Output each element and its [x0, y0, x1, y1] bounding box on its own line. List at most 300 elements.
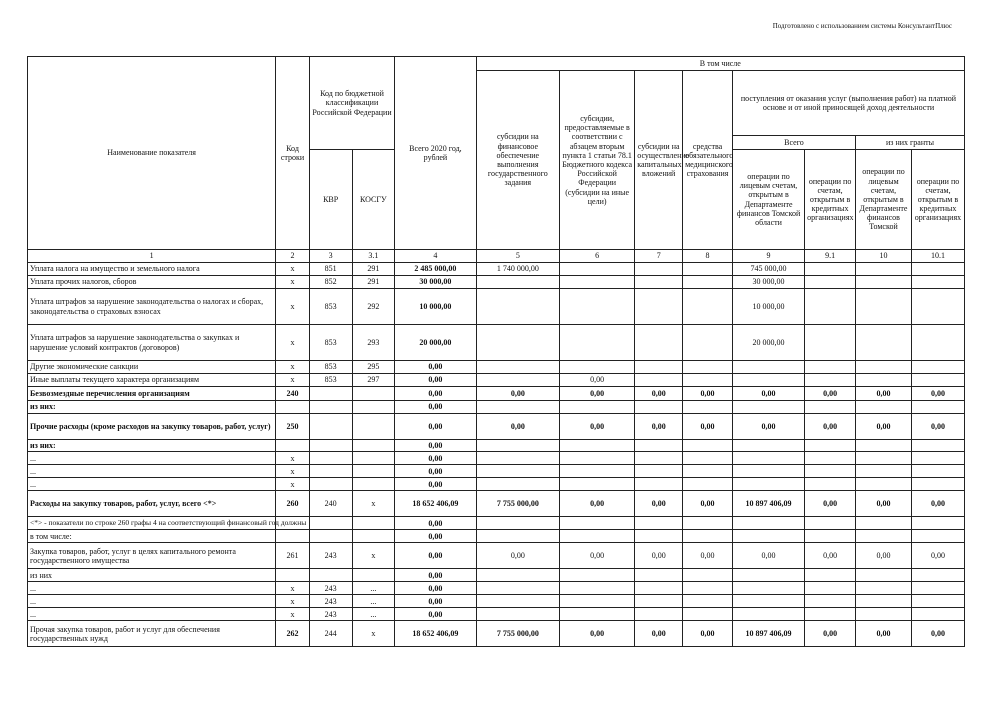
cell-code: x [276, 374, 310, 387]
cell-c9: 10 897 406,09 [732, 491, 804, 517]
col-number: 5 [476, 250, 559, 263]
table-row [28, 530, 965, 543]
cell-c10 [856, 289, 912, 325]
cell-code [276, 569, 310, 582]
cell-kosgu: ... [352, 595, 395, 608]
cell-kvr: 852 [309, 276, 352, 289]
cell-c10 [856, 361, 912, 374]
cell-c91 [805, 401, 856, 414]
header-code: Код строки [276, 57, 310, 250]
cell-c8 [683, 608, 733, 621]
cell-c91 [805, 465, 856, 478]
cell-c6 [560, 452, 635, 465]
cell-kvr: 240 [309, 491, 352, 517]
cell-c8: 0,00 [683, 621, 733, 647]
header-all: Всего [732, 136, 855, 150]
cell-c101 [911, 582, 964, 595]
cell-c9 [732, 517, 804, 530]
cell-kosgu: x [352, 621, 395, 647]
header-c5: субсидии на финансовое обеспечение выполнения государственного задания [476, 71, 559, 250]
cell-name: Закупка товаров, работ, услуг в целях капитального ремонта государственного имущества [28, 543, 276, 569]
cell-kvr: 244 [309, 621, 352, 647]
cell-c9 [732, 582, 804, 595]
cell-total: 0,00 [395, 387, 476, 401]
cell-c6 [560, 361, 635, 374]
cell-name: в том числе: [28, 530, 276, 543]
cell-c101: 0,00 [911, 543, 964, 569]
cell-c9 [732, 401, 804, 414]
cell-c7 [635, 361, 683, 374]
cell-c6 [560, 517, 635, 530]
cell-code: x [276, 478, 310, 491]
cell-c10 [856, 465, 912, 478]
header-c101: операции по счетам, открытым в кредитных организациях [911, 150, 964, 250]
col-number: 10.1 [911, 250, 964, 263]
cell-code [276, 401, 310, 414]
table-row [28, 465, 965, 478]
cell-c9 [732, 478, 804, 491]
cell-total: 0,00 [395, 582, 476, 595]
col-number: 8 [683, 250, 733, 263]
cell-c101 [911, 289, 964, 325]
header-c6: субсидии, предоставляемые в соответствии с абзацем вторым пункта 1 статьи 78.1 Бюджетного кодекса Российской Федерации (субсидии на иные цели) [560, 71, 635, 250]
cell-c101 [911, 401, 964, 414]
cell-c6 [560, 595, 635, 608]
cell-kosgu [352, 452, 395, 465]
cell-c6 [560, 325, 635, 361]
cell-name: Уплата налога на имущество и земельного налога [28, 263, 276, 276]
cell-c6: 0,00 [560, 374, 635, 387]
cell-c10 [856, 401, 912, 414]
cell-c9 [732, 374, 804, 387]
cell-kosgu: ... [352, 582, 395, 595]
cell-total: 0,00 [395, 452, 476, 465]
table-row [28, 325, 965, 361]
cell-c6 [560, 276, 635, 289]
cell-kosgu [352, 478, 395, 491]
header-c9: операции по лицевым счетам, открытым в Департаменте финансов Томской области [732, 150, 804, 250]
table-row [28, 582, 965, 595]
cell-c91 [805, 374, 856, 387]
cell-code: 260 [276, 491, 310, 517]
cell-total: 0,00 [395, 517, 476, 530]
col-number: 3 [309, 250, 352, 263]
header-budget-class: Код по бюджетной классификации Российской Федерации [309, 57, 394, 150]
cell-name: Уплата штрафов за нарушение законодательства о налогах и сборах, законодательства о страховых взносах [28, 289, 276, 325]
cell-c5: 0,00 [476, 414, 559, 440]
cell-c10 [856, 452, 912, 465]
cell-c5 [476, 608, 559, 621]
cell-name: ... [28, 478, 276, 491]
cell-name: ... [28, 465, 276, 478]
cell-c5 [476, 530, 559, 543]
cell-c5: 0,00 [476, 387, 559, 401]
cell-code: x [276, 465, 310, 478]
table-row [28, 517, 965, 530]
cell-c6: 0,00 [560, 621, 635, 647]
cell-c91 [805, 595, 856, 608]
cell-total: 0,00 [395, 465, 476, 478]
cell-code: x [276, 263, 310, 276]
cell-name: ... [28, 595, 276, 608]
cell-total: 0,00 [395, 595, 476, 608]
table-row [28, 440, 965, 452]
cell-code: 262 [276, 621, 310, 647]
cell-c7 [635, 530, 683, 543]
cell-c7 [635, 276, 683, 289]
header-total: Всего 2020 год, рублей [395, 57, 476, 250]
cell-c91: 0,00 [805, 543, 856, 569]
cell-total: 20 000,00 [395, 325, 476, 361]
cell-c101: 0,00 [911, 387, 964, 401]
cell-c8 [683, 289, 733, 325]
cell-name: Расходы на закупку товаров, работ, услуг, всего <*> [28, 491, 276, 517]
cell-kvr: 243 [309, 608, 352, 621]
cell-c8 [683, 478, 733, 491]
cell-c7 [635, 478, 683, 491]
cell-c101 [911, 569, 964, 582]
cell-c9 [732, 530, 804, 543]
cell-c10 [856, 276, 912, 289]
cell-c7 [635, 608, 683, 621]
cell-c5 [476, 289, 559, 325]
table-row [28, 414, 965, 440]
cell-c6 [560, 530, 635, 543]
cell-c10 [856, 582, 912, 595]
header-name: Наименование показателя [28, 57, 276, 250]
col-number: 6 [560, 250, 635, 263]
col-number: 10 [856, 250, 912, 263]
cell-name: Другие экономические санкции [28, 361, 276, 374]
col-number: 2 [276, 250, 310, 263]
cell-c5 [476, 276, 559, 289]
cell-code: x [276, 289, 310, 325]
cell-c7 [635, 289, 683, 325]
cell-c5: 1 740 000,00 [476, 263, 559, 276]
cell-total: 0,00 [395, 361, 476, 374]
cell-c5 [476, 374, 559, 387]
cell-c7 [635, 595, 683, 608]
cell-c5: 7 755 000,00 [476, 621, 559, 647]
cell-kosgu: 291 [352, 263, 395, 276]
cell-total: 10 000,00 [395, 289, 476, 325]
cell-c101 [911, 530, 964, 543]
cell-total: 0,00 [395, 414, 476, 440]
header-c91: операции по счетам, открытым в кредитных организациях [805, 150, 856, 250]
cell-kvr [309, 387, 352, 401]
header-c10: операции по лицевым счетам, открытым в Департаменте финансов Томской [856, 150, 912, 250]
cell-c7 [635, 465, 683, 478]
cell-c5 [476, 361, 559, 374]
cell-c7 [635, 374, 683, 387]
cell-total: 0,00 [395, 543, 476, 569]
cell-name: ... [28, 608, 276, 621]
cell-c8 [683, 452, 733, 465]
cell-c91 [805, 452, 856, 465]
table-row [28, 374, 965, 387]
cell-code: x [276, 361, 310, 374]
cell-kosgu [352, 530, 395, 543]
cell-c10: 0,00 [856, 621, 912, 647]
cell-total: 30 000,00 [395, 276, 476, 289]
cell-kosgu: 297 [352, 374, 395, 387]
cell-c101: 0,00 [911, 414, 964, 440]
col-number: 7 [635, 250, 683, 263]
cell-c91: 0,00 [805, 621, 856, 647]
cell-c8 [683, 517, 733, 530]
cell-kvr [309, 452, 352, 465]
cell-c9 [732, 595, 804, 608]
col-number: 9 [732, 250, 804, 263]
cell-kosgu [352, 517, 395, 530]
cell-c9: 0,00 [732, 543, 804, 569]
cell-total: 0,00 [395, 569, 476, 582]
cell-kvr [309, 414, 352, 440]
cell-c7: 0,00 [635, 387, 683, 401]
cell-c7 [635, 263, 683, 276]
cell-code [276, 530, 310, 543]
cell-c9: 0,00 [732, 387, 804, 401]
cell-c10 [856, 325, 912, 361]
table-row [28, 263, 965, 276]
cell-c5 [476, 478, 559, 491]
cell-c5 [476, 452, 559, 465]
cell-c9 [732, 440, 804, 452]
cell-c101 [911, 374, 964, 387]
cell-kosgu: x [352, 543, 395, 569]
cell-c10: 0,00 [856, 491, 912, 517]
cell-c8 [683, 595, 733, 608]
cell-c8 [683, 401, 733, 414]
cell-code: 250 [276, 414, 310, 440]
header-c7: субсидии на осуществление капитальных вложений [635, 71, 683, 250]
cell-c9: 10 897 406,09 [732, 621, 804, 647]
cell-name: Уплата прочих налогов, сборов [28, 276, 276, 289]
cell-c101 [911, 440, 964, 452]
cell-c6 [560, 440, 635, 452]
cell-c9: 745 000,00 [732, 263, 804, 276]
cell-c8 [683, 582, 733, 595]
table-row [28, 478, 965, 491]
cell-code: 261 [276, 543, 310, 569]
cell-c101 [911, 263, 964, 276]
header-grants: из них гранты [856, 136, 965, 150]
cell-kvr: 243 [309, 582, 352, 595]
cell-total: 0,00 [395, 440, 476, 452]
cell-total: 2 485 000,00 [395, 263, 476, 276]
cell-kosgu: 291 [352, 276, 395, 289]
cell-kosgu [352, 387, 395, 401]
cell-c7 [635, 582, 683, 595]
table-row [28, 452, 965, 465]
cell-kvr: 853 [309, 361, 352, 374]
cell-total: 18 652 406,09 [395, 491, 476, 517]
cell-c91 [805, 608, 856, 621]
cell-c10 [856, 478, 912, 491]
cell-c101 [911, 517, 964, 530]
cell-kvr: 243 [309, 595, 352, 608]
cell-kvr: 853 [309, 374, 352, 387]
col-number: 4 [395, 250, 476, 263]
cell-c101 [911, 325, 964, 361]
cell-c101 [911, 608, 964, 621]
cell-c101 [911, 478, 964, 491]
cell-kvr: 851 [309, 263, 352, 276]
cell-kosgu: x [352, 491, 395, 517]
cell-code: x [276, 608, 310, 621]
cell-c5 [476, 465, 559, 478]
cell-c101 [911, 595, 964, 608]
cell-kvr [309, 517, 352, 530]
cell-c10 [856, 517, 912, 530]
column-numbers-row [28, 250, 965, 263]
cell-code [276, 440, 310, 452]
cell-name: ... [28, 452, 276, 465]
cell-c10 [856, 530, 912, 543]
cell-total: 0,00 [395, 530, 476, 543]
cell-c101 [911, 465, 964, 478]
cell-c6 [560, 582, 635, 595]
cell-c6 [560, 465, 635, 478]
cell-c8 [683, 361, 733, 374]
cell-c10 [856, 595, 912, 608]
table-row [28, 543, 965, 569]
cell-c8 [683, 263, 733, 276]
cell-c91 [805, 263, 856, 276]
cell-c91 [805, 517, 856, 530]
cell-c10: 0,00 [856, 543, 912, 569]
cell-c10: 0,00 [856, 387, 912, 401]
cell-c6: 0,00 [560, 387, 635, 401]
cell-c101: 0,00 [911, 621, 964, 647]
cell-name: Безвозмездные перечисления организациям [28, 387, 276, 401]
header-paid: поступления от оказания услуг (выполнения работ) на платной основе и от иной приносящей доход деятельности [732, 71, 964, 136]
cell-c9 [732, 569, 804, 582]
cell-name: Уплата штрафов за нарушение законодательства о закупках и нарушение условий контрактов (договоров) [28, 325, 276, 361]
cell-c8: 0,00 [683, 387, 733, 401]
cell-c91 [805, 569, 856, 582]
cell-c5 [476, 401, 559, 414]
cell-c8: 0,00 [683, 414, 733, 440]
cell-c6 [560, 478, 635, 491]
cell-kosgu: ... [352, 608, 395, 621]
cell-c101 [911, 276, 964, 289]
cell-c7: 0,00 [635, 543, 683, 569]
cell-c7: 0,00 [635, 621, 683, 647]
cell-c91 [805, 530, 856, 543]
cell-c8: 0,00 [683, 543, 733, 569]
cell-c91 [805, 440, 856, 452]
cell-c5 [476, 517, 559, 530]
cell-c8 [683, 465, 733, 478]
cell-c6 [560, 263, 635, 276]
cell-c7 [635, 325, 683, 361]
table-row [28, 595, 965, 608]
cell-c10 [856, 569, 912, 582]
cell-c5 [476, 440, 559, 452]
col-number: 3.1 [352, 250, 395, 263]
cell-kvr [309, 478, 352, 491]
header-kosgu: КОСГУ [352, 150, 395, 250]
cell-c7 [635, 452, 683, 465]
cell-total: 18 652 406,09 [395, 621, 476, 647]
cell-c9: 20 000,00 [732, 325, 804, 361]
table-row [28, 569, 965, 582]
cell-kosgu: 295 [352, 361, 395, 374]
cell-kvr: 243 [309, 543, 352, 569]
cell-c101 [911, 361, 964, 374]
cell-kosgu [352, 440, 395, 452]
cell-c10: 0,00 [856, 414, 912, 440]
cell-code: 240 [276, 387, 310, 401]
cell-c91 [805, 289, 856, 325]
cell-kvr: 853 [309, 289, 352, 325]
cell-c8 [683, 530, 733, 543]
col-number: 1 [28, 250, 276, 263]
cell-kvr [309, 530, 352, 543]
table-row [28, 289, 965, 325]
cell-c9 [732, 361, 804, 374]
cell-kosgu [352, 569, 395, 582]
cell-kosgu: 292 [352, 289, 395, 325]
cell-kvr [309, 401, 352, 414]
cell-c91 [805, 325, 856, 361]
cell-c5 [476, 569, 559, 582]
cell-kosgu [352, 401, 395, 414]
cell-name: из них [28, 569, 276, 582]
cell-c7 [635, 401, 683, 414]
cell-c7: 0,00 [635, 414, 683, 440]
cell-c6 [560, 289, 635, 325]
cell-c9 [732, 452, 804, 465]
cell-code: x [276, 325, 310, 361]
cell-name: ... [28, 582, 276, 595]
cell-c10 [856, 440, 912, 452]
cell-c6: 0,00 [560, 414, 635, 440]
header-c8: средства обязательного медицинского страхования [683, 71, 733, 250]
cell-c6 [560, 569, 635, 582]
table-row [28, 276, 965, 289]
header-including: В том числе [476, 57, 964, 71]
cell-c10 [856, 374, 912, 387]
cell-c91 [805, 361, 856, 374]
cell-c91: 0,00 [805, 414, 856, 440]
cell-kosgu [352, 465, 395, 478]
cell-c6 [560, 401, 635, 414]
table-row [28, 491, 965, 517]
cell-total: 0,00 [395, 608, 476, 621]
cell-kosgu: 293 [352, 325, 395, 361]
cell-c91 [805, 582, 856, 595]
cell-c9: 0,00 [732, 414, 804, 440]
cell-c9 [732, 608, 804, 621]
financial-plan-table [27, 56, 965, 647]
cell-c101: 0,00 [911, 491, 964, 517]
cell-c101 [911, 452, 964, 465]
cell-c8 [683, 374, 733, 387]
cell-c9: 30 000,00 [732, 276, 804, 289]
cell-code: x [276, 452, 310, 465]
table-row [28, 401, 965, 414]
cell-name: Прочая закупка товаров, работ и услуг для обеспечения государственных нужд [28, 621, 276, 647]
cell-name: из них: [28, 440, 276, 452]
cell-c8 [683, 440, 733, 452]
cell-total: 0,00 [395, 478, 476, 491]
cell-c8 [683, 569, 733, 582]
cell-kosgu [352, 414, 395, 440]
cell-name: из них: [28, 401, 276, 414]
cell-kvr: 853 [309, 325, 352, 361]
